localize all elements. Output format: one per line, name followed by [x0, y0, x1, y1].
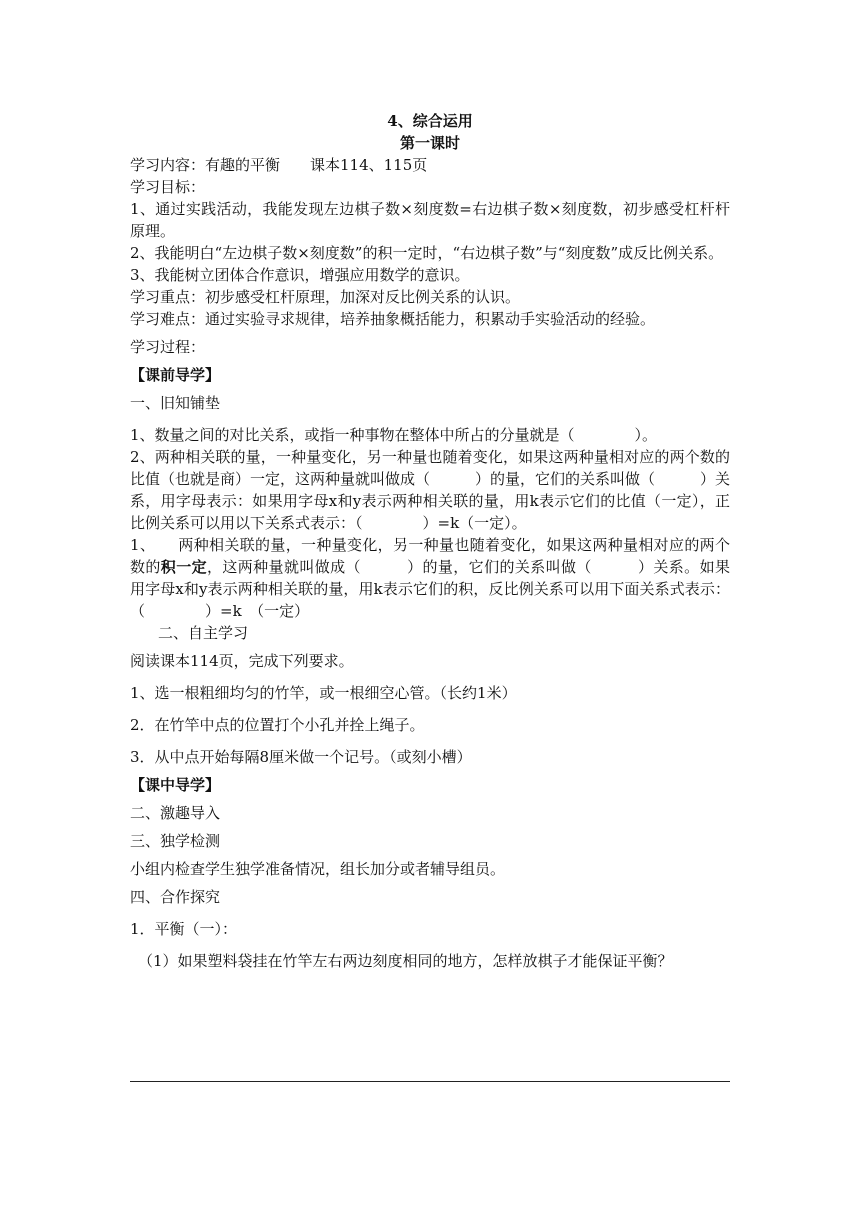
section-intro: 二、激趣导入	[130, 804, 221, 822]
question-3	[130, 534, 730, 622]
step-3: 3．从中点开始每隔8厘米做一个记号。（或刻小槽）	[130, 748, 472, 766]
lesson-title: 第一课时	[399, 134, 460, 152]
check-text: 小组内检查学生独学准备情况，组长加分或者辅导组员。	[130, 860, 506, 878]
key-point: 学习重点：初步感受杠杆原理，加深对反比例关系的认识。	[130, 288, 521, 306]
question-3-emphasis: 积一定	[160, 558, 207, 576]
section-check: 三、独学检测	[130, 832, 221, 850]
step-2: 2．在竹竿中点的位置打个小孔并拴上绳子。	[130, 716, 425, 734]
section-explore: 四、合作探究	[130, 888, 221, 906]
question-3-part-b: ，这两种量就叫做成（ ）的量，它们的关系叫做（ ）关系。如果用字母x和y表示两种相关联的量，用k表示它们的积，反比例关系可以用下面关系式表示：（ ）=k （一定）	[130, 558, 730, 620]
section-self-study: 二、自主学习	[158, 624, 249, 642]
step-1: 1、选一根粗细均匀的竹竿，或一根细空心管。（长约1米）	[130, 684, 517, 702]
question-3-part-a: 1、 两种相关联的量，一种量变化，另一种量也随着变化，如果这两种量相对应的两个数的	[130, 536, 730, 576]
content-line: 学习内容：有趣的平衡 课本114、115页	[130, 156, 428, 174]
goal-1: 1、通过实践活动，我能发现左边棋子数×刻度数=右边棋子数×刻度数，初步感受杠杆杆原理。	[130, 200, 730, 240]
goal-3: 3、我能树立团体合作意识，增强应用数学的意识。	[130, 266, 470, 284]
balance-heading: 1．平衡（一）：	[130, 920, 238, 938]
difficult-point: 学习难点：通过实验寻求规律，培养抽象概括能力，积累动手实验活动的经验。	[130, 310, 656, 328]
process-label: 学习过程：	[130, 338, 206, 356]
unit-title: 4、综合运用	[387, 112, 473, 130]
pre-class-heading: 【课前导学】	[130, 366, 221, 384]
in-class-heading: 【课中导学】	[130, 776, 221, 794]
goal-2: 2、我能明白“左边棋子数×刻度数”的积一定时，“右边棋子数”与“刻度数”成反比例关系。	[130, 244, 724, 262]
answer-line	[130, 1081, 730, 1082]
goals-label: 学习目标：	[130, 178, 206, 196]
question-2: 2、两种相关联的量，一种量变化，另一种量也随着变化，如果这两种量相对应的两个数的比值（也就是商）一定，这两种量就叫做成（ ）的量，它们的关系叫做（ ）关系，用字母表示：如果用字母x和y表示两种相关联的量，用k表示它们的比值（一定），正比例关系可以用以下关系式表示：（ ）=k（一定）。	[130, 448, 731, 532]
balance-question: （1）如果塑料袋挂在竹竿左右两边刻度相同的地方，怎样放棋子才能保证平衡？	[138, 952, 673, 970]
question-1: 1、数量之间的对比关系，或指一种事物在整体中所占的分量就是（ ）。	[130, 426, 658, 444]
section-review: 一、旧知铺垫	[130, 394, 221, 412]
document-body	[130, 110, 730, 972]
read-instruction: 阅读课本114页，完成下列要求。	[130, 652, 354, 670]
